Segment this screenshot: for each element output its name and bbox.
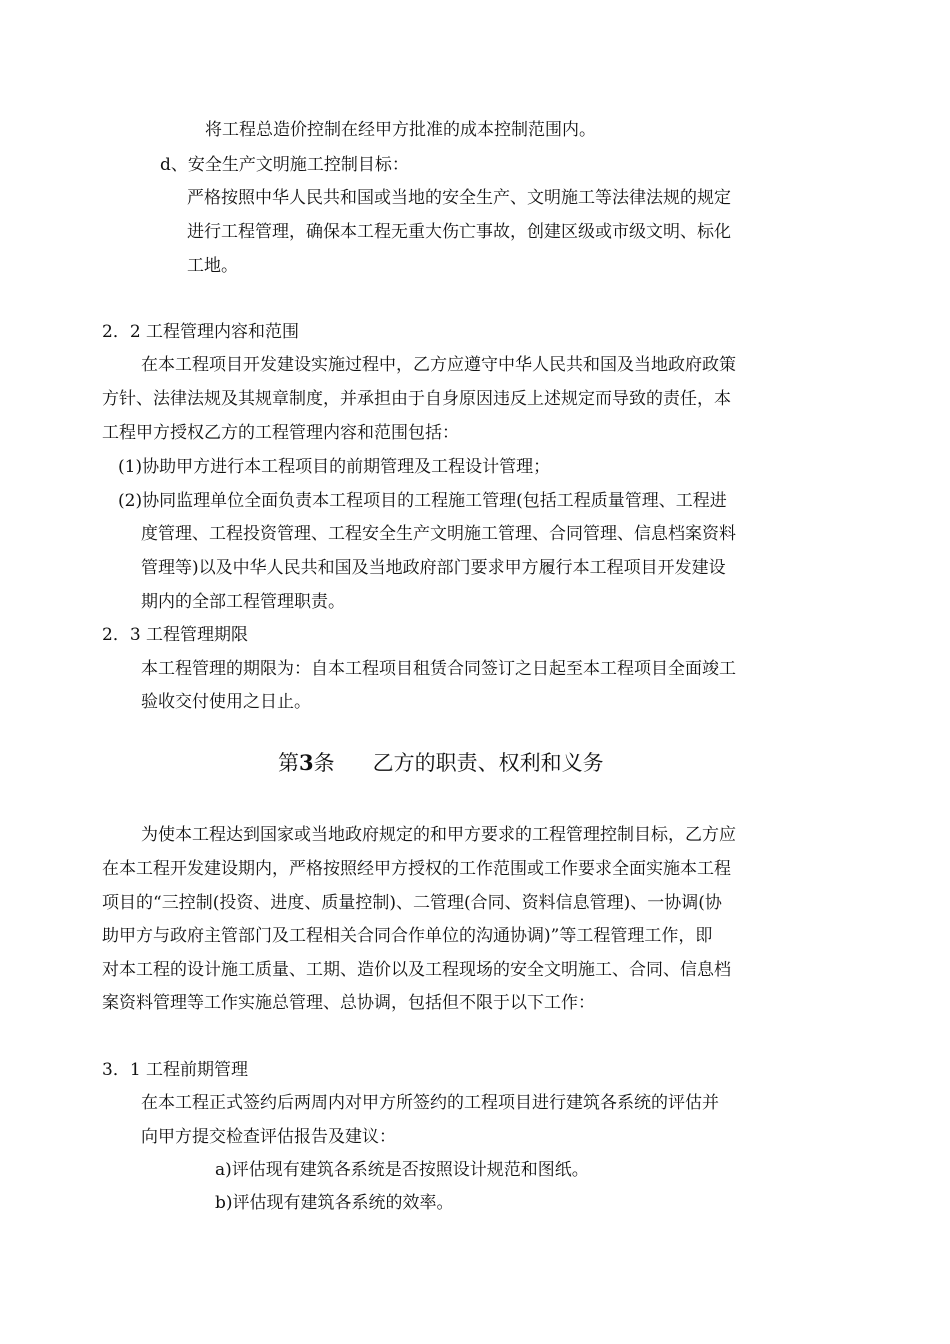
- article-3-intro-line: 在本工程开发建设期内，严格按照经甲方授权的工作范围或工作要求全面实施本工程: [102, 859, 731, 879]
- article-3-intro-line: 案资料管理等工作实施总管理、总协调，包括但不限于以下工作：: [102, 993, 595, 1013]
- item-d-body-line: 工地。: [187, 256, 238, 276]
- article-3-title: 乙方的职责、权利和义务: [372, 751, 604, 775]
- section-3-1-item-a: a)评估现有建筑各系统是否按照设计规范和图纸。: [215, 1160, 589, 1180]
- section-2-2-intro-line: 在本工程项目开发建设实施过程中，乙方应遵守中华人民共和国及当地政府政策: [141, 355, 736, 375]
- article-3-intro-line: 对本工程的设计施工质量、工期、造价以及工程现场的安全文明施工、合同、信息档: [102, 960, 731, 980]
- article-3-suffix: 条: [313, 751, 335, 775]
- item-d-body-line: 进行工程管理，确保本工程无重大伤亡事故，创建区级或市级文明、标化: [187, 222, 731, 242]
- article-3-intro-line: 项目的“三控制(投资、进度、质量控制)、二管理(合同、资料信息管理)、一协调(协: [102, 893, 722, 913]
- section-2-3-body-line: 验收交付使用之日止。: [141, 692, 311, 712]
- section-2-2-item-2-line: 管理等)以及中华人民共和国及当地政府部门要求甲方履行本工程项目开发建设: [141, 558, 726, 578]
- article-3-number: 3: [299, 750, 314, 775]
- section-3-1-item-b: b)评估现有建筑各系统的效率。: [215, 1193, 454, 1213]
- item-d-body-line: 严格按照中华人民共和国或当地的安全生产、文明施工等法律法规的规定: [187, 188, 731, 208]
- section-2-2-item-2-line: (2)协同监理单位全面负责本工程项目的工程施工管理(包括工程质量管理、工程进: [118, 491, 727, 511]
- section-2-3-title: 2．3 工程管理期限: [102, 625, 249, 645]
- item-d-title: d、安全生产文明施工控制目标：: [160, 155, 409, 175]
- section-2-2-item-1: (1)协助甲方进行本工程项目的前期管理及工程设计管理；: [118, 457, 551, 477]
- section-2-2-item-2-line: 期内的全部工程管理职责。: [141, 592, 345, 612]
- article-3-intro-line: 助甲方与政府主管部门及工程相关合同合作单位的沟通协调)”等工程管理工作，即: [102, 926, 713, 946]
- article-3-heading: [278, 749, 604, 777]
- section-3-1-title: 3．1 工程前期管理: [102, 1060, 249, 1080]
- article-3-intro-line: 为使本工程达到国家或当地政府规定的和甲方要求的工程管理控制目标，乙方应: [141, 825, 736, 845]
- section-3-1-body-line: 在本工程正式签约后两周内对甲方所签约的工程项目进行建筑各系统的评估并: [141, 1093, 719, 1113]
- section-2-2-intro-line: 工程甲方授权乙方的工程管理内容和范围包括：: [102, 423, 459, 443]
- cost-control-line: 将工程总造价控制在经甲方批准的成本控制范围内。: [205, 120, 596, 140]
- section-2-2-item-2-line: 度管理、工程投资管理、工程安全生产文明施工管理、合同管理、信息档案资料: [141, 524, 736, 544]
- section-2-3-body-line: 本工程管理的期限为：自本工程项目租赁合同签订之日起至本工程项目全面竣工: [141, 659, 736, 679]
- article-3-prefix: 第: [278, 751, 299, 775]
- section-3-1-body-line: 向甲方提交检查评估报告及建议：: [141, 1127, 396, 1147]
- section-2-2-intro-line: 方针、法律法规及其规章制度，并承担由于自身原因违反上述规定而导致的责任，本: [102, 389, 731, 409]
- section-2-2-title: 2．2 工程管理内容和范围: [102, 322, 300, 342]
